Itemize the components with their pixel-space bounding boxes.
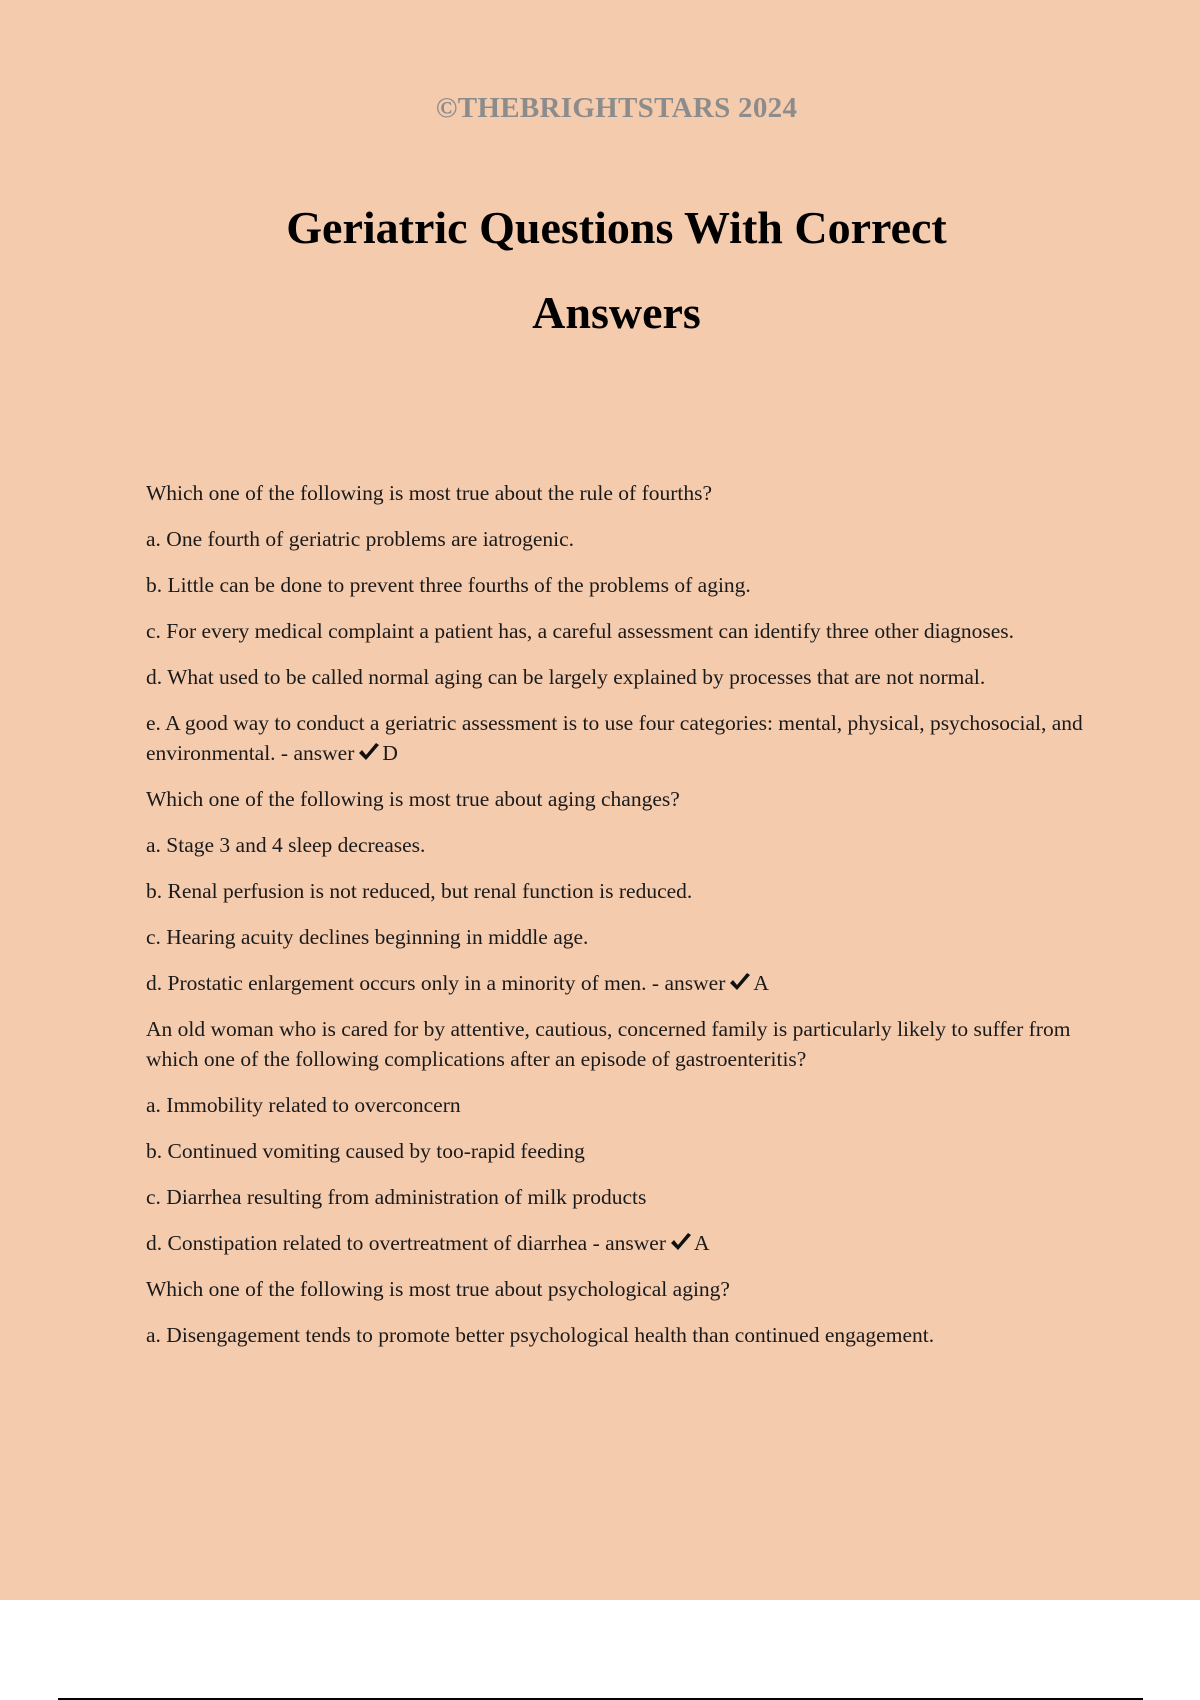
answer-option-text: d. Constipation related to overtreatment of diarrhea - answer — [146, 1231, 666, 1255]
copyright-header: ©THEBRIGHTSTARS 2024 — [435, 92, 798, 124]
correct-answer: A — [694, 1231, 710, 1255]
title-line-1: Geriatric Questions With Correct — [286, 202, 947, 253]
answer-option: c. Hearing acuity declines beginning in middle age. — [146, 925, 589, 949]
answer-option-with-key — [146, 1228, 1086, 1258]
correct-answer: A — [753, 971, 769, 995]
answer-option: b. Renal perfusion is not reduced, but renal function is reduced. — [146, 879, 693, 903]
check-icon — [358, 742, 380, 762]
check-icon — [670, 1232, 692, 1252]
answer-option: a. Immobility related to overconcern — [146, 1093, 461, 1117]
question-stem: Which one of the following is most true about psychological aging? — [146, 1277, 730, 1301]
answer-option-text: e. A good way to conduct a geriatric assessment is to use four categories: mental, physical, psychosocial, and environmental. - answer — [146, 711, 1083, 765]
answer-option: c. Diarrhea resulting from administration of milk products — [146, 1185, 647, 1209]
question-stem: An old woman who is cared for by attentive, cautious, concerned family is particularly likely to suffer from which one of the following complications after an episode of gastroenteritis? — [146, 1017, 1071, 1071]
answer-option: b. Little can be done to prevent three fourths of the problems of aging. — [146, 573, 751, 597]
correct-answer: D — [382, 741, 398, 765]
answer-option-with-key — [146, 968, 1086, 998]
answer-option: c. For every medical complaint a patient has, a careful assessment can identify three other diagnoses. — [146, 619, 1015, 643]
check-icon — [729, 972, 751, 992]
answer-option: a. One fourth of geriatric problems are iatrogenic. — [146, 527, 575, 551]
question-stem: Which one of the following is most true about aging changes? — [146, 787, 680, 811]
answer-option-text: d. Prostatic enlargement occurs only in a minority of men. - answer — [146, 971, 726, 995]
answer-option: b. Continued vomiting caused by too-rapid feeding — [146, 1139, 585, 1163]
question-stem: Which one of the following is most true about the rule of fourths? — [146, 481, 713, 505]
question-list — [146, 478, 1086, 1366]
answer-option-with-key — [146, 708, 1086, 768]
page-title — [0, 185, 1200, 355]
answer-option: a. Stage 3 and 4 sleep decreases. — [146, 833, 426, 857]
answer-option: d. What used to be called normal aging can be largely explained by processes that are not normal. — [146, 665, 986, 689]
title-line-2: Answers — [532, 287, 701, 338]
answer-option: a. Disengagement tends to promote better psychological health than continued engagement. — [146, 1323, 935, 1347]
